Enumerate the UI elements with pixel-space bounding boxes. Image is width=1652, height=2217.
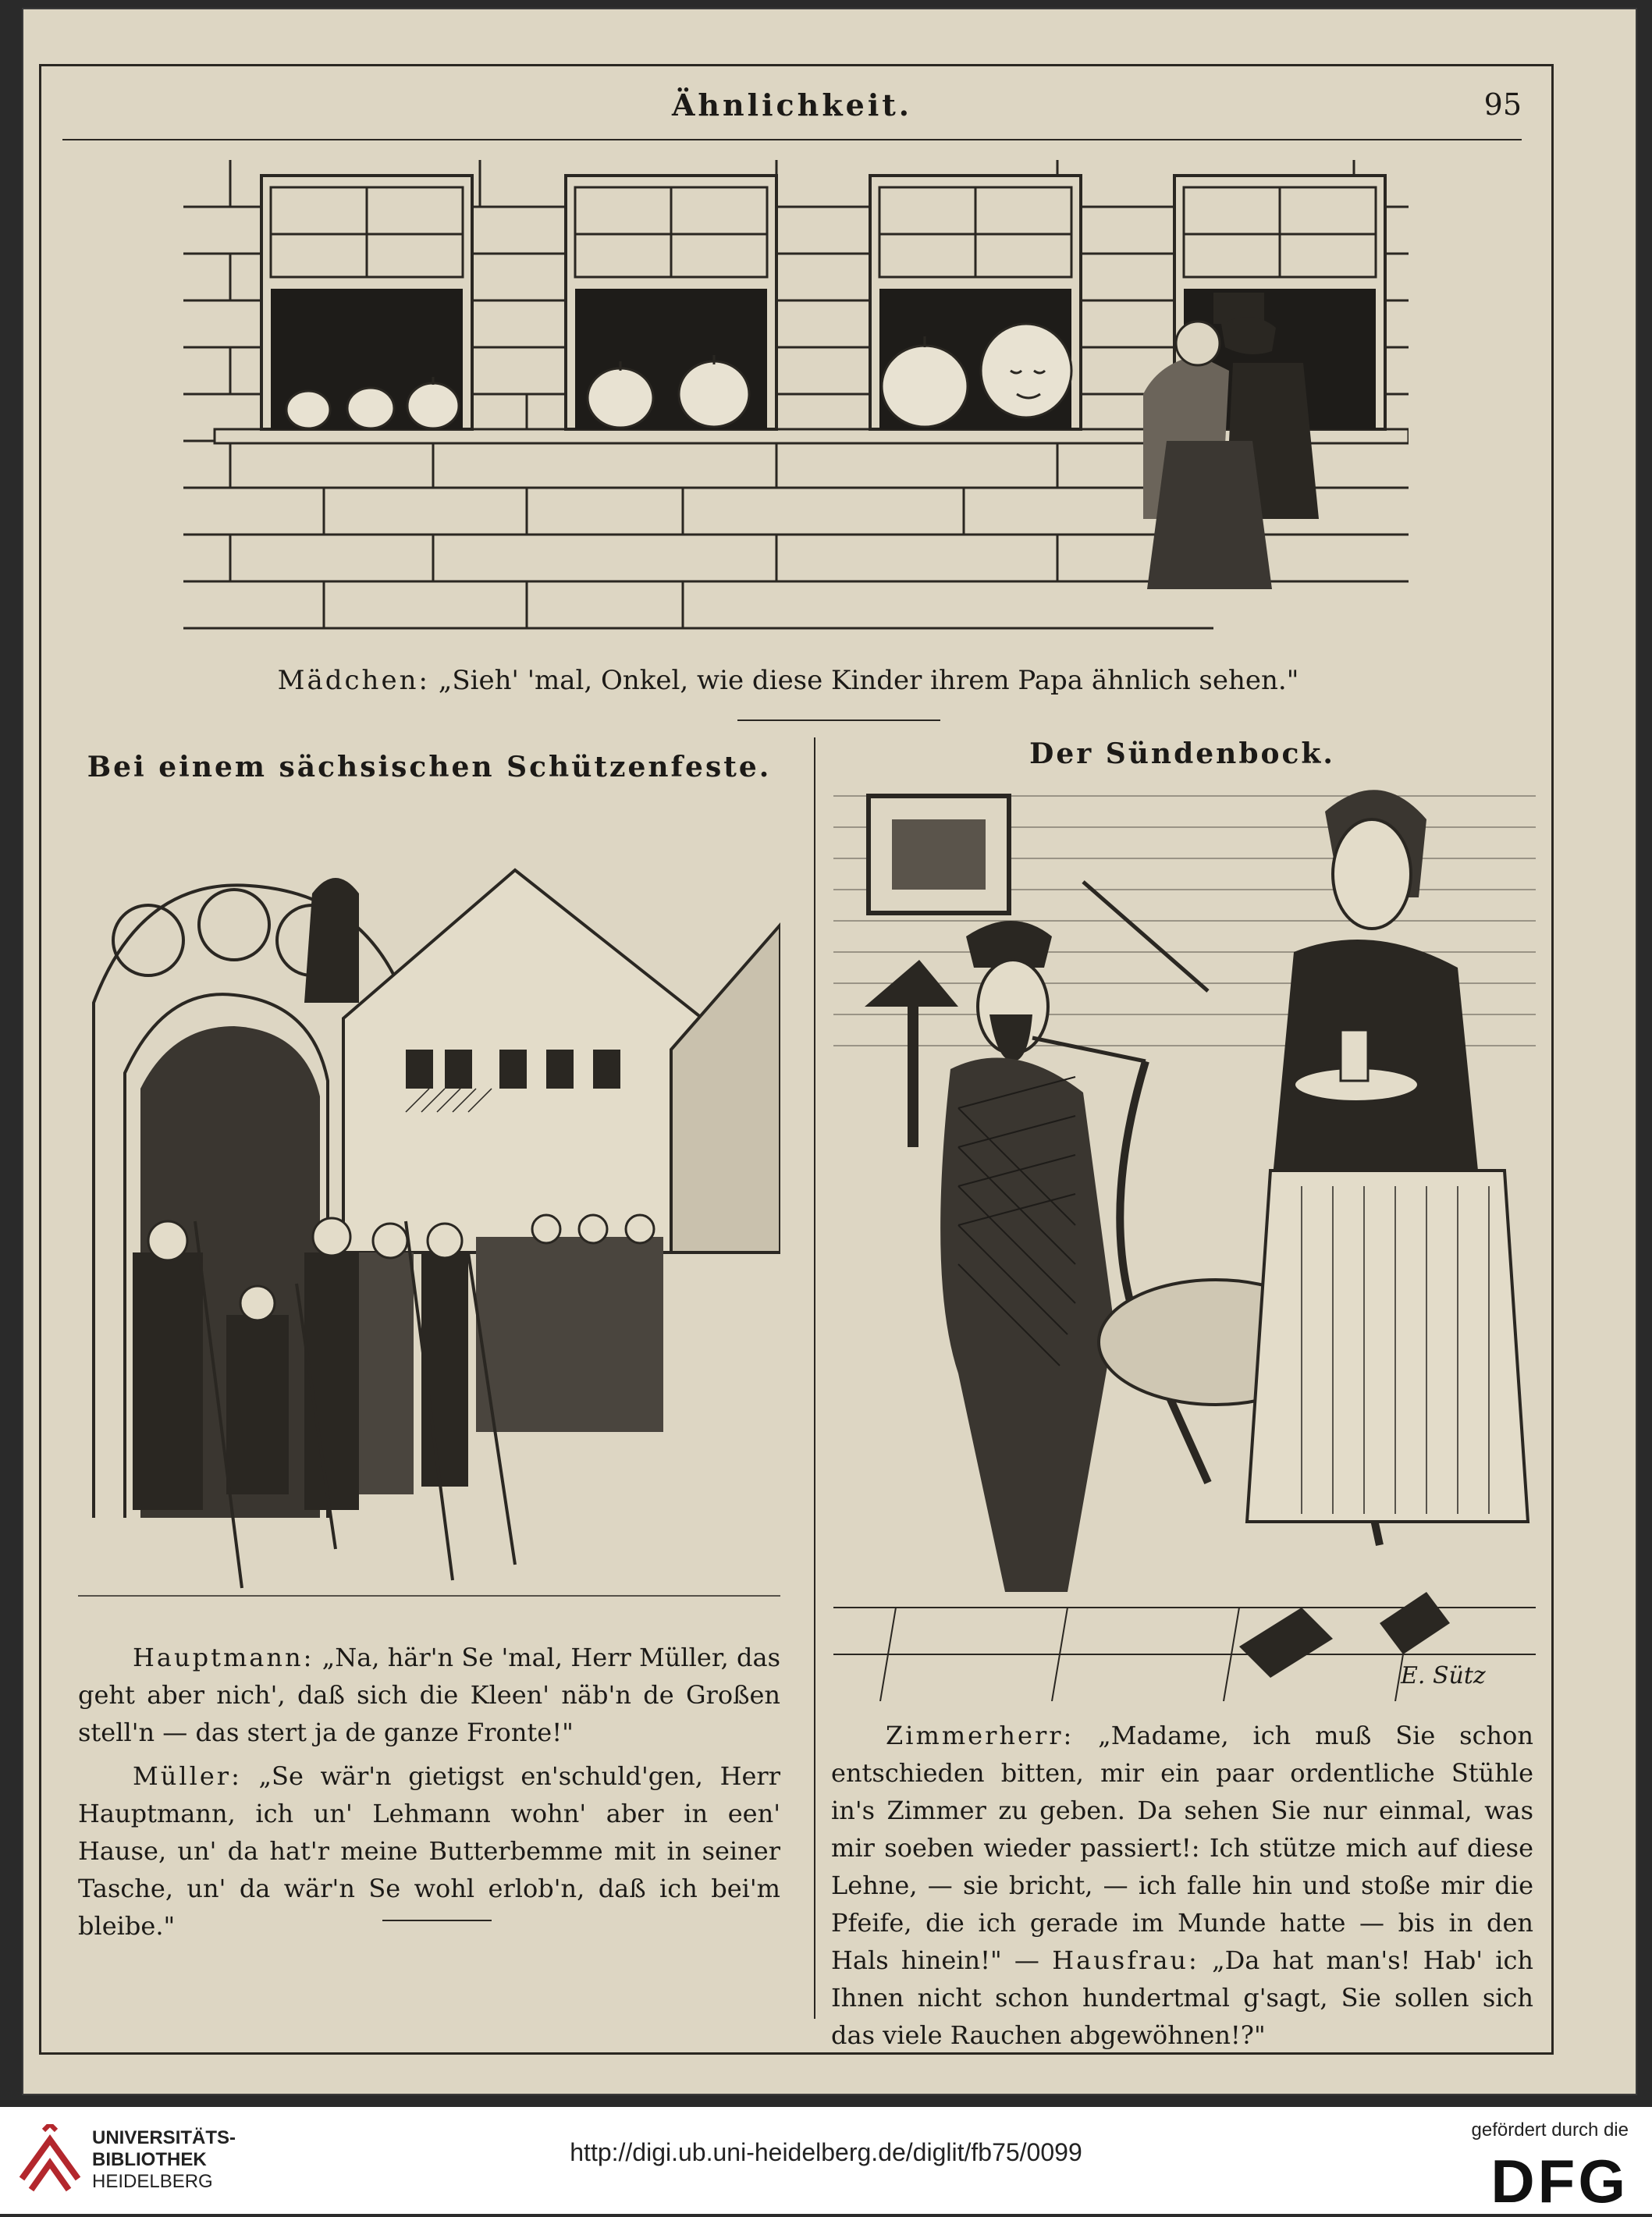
left-speaker-1: Hauptmann: xyxy=(133,1643,314,1672)
library-line-3: HEIDELBERG xyxy=(92,2171,213,2192)
left-speaker-2: Müller: xyxy=(133,1761,242,1791)
artist-signature: E. Sütz xyxy=(1401,1662,1486,1689)
caption-separator xyxy=(737,719,940,721)
left-paragraph-2 xyxy=(78,1757,780,1945)
left-column-title: Bei einem sächsischen Schützenfeste. xyxy=(87,751,772,783)
page-header xyxy=(62,87,1522,134)
right-paragraph xyxy=(831,1717,1533,2054)
dfg-logo: DFG xyxy=(1490,2147,1629,2215)
column-separator xyxy=(814,737,815,2019)
funded-by-label: gefördert durch die xyxy=(1471,2119,1629,2141)
footer-bar xyxy=(0,2107,1652,2214)
left-text-1: „Na, här'n Se 'mal, Herr Müller, das geht aber nich', daß sich die Kleen' näb'n de Großen stell'n — das stert ja de ganze Fronte!" xyxy=(78,1643,781,1747)
left-column-text xyxy=(78,1639,780,1945)
left-end-rule xyxy=(382,1920,492,1921)
permalink-url[interactable]: http://digi.ub.uni-heidelberg.de/diglit/fb75/0099 xyxy=(570,2138,1082,2166)
right-cartoon-illustration xyxy=(833,780,1536,1701)
caption-speaker: Mädchen: xyxy=(277,665,430,696)
header-rule xyxy=(62,139,1522,140)
left-text-2: „Se wär'n gietigst en'schuld'gen, Herr Hauptmann, ich un' Lehmann wohn' aber in een' Hause, un' da hat'r meine Butterbemme mit in seiner Tasche, un' da wär'n Se wohl erlob'n, daß ich bei'm bleibe." xyxy=(78,1761,781,1941)
left-cartoon-illustration xyxy=(78,815,780,1623)
right-text-2: „Da hat man's! Hab' ich Ihnen nicht schon hundertmal g'sagt, Sie sollen sich das viele Rauchen abgewöhnen!?" xyxy=(831,1945,1534,2050)
library-line-1: UNIVERSITÄTS- xyxy=(92,2127,236,2148)
caption-text: „Sieh' 'mal, Onkel, wie diese Kinder ihrem Papa ähnlich sehen." xyxy=(438,665,1299,696)
right-text-1: „Madame, ich muß Sie schon entschieden bitten, mir ein paar ordentliche Stühle in's Zimmer zu geben. Da sehen Sie nur einmal, was mir soeben wieder passiert!: Ich stütze mich auf diese Lehne, — sie bricht, — ich falle hin und stoße mir die Pfeife, die ich gerade im Munde hatte — bis in den Hals hinein!" — xyxy=(831,1721,1534,1975)
right-speaker-2: Hausfrau: xyxy=(1052,1945,1199,1975)
right-column-title: Der Sündenbock. xyxy=(1029,737,1335,770)
top-cartoon-caption xyxy=(179,665,1397,696)
library-line-2: BIBLIOTHEK xyxy=(92,2149,207,2170)
page-number: 95 xyxy=(1483,87,1522,122)
running-title: Ähnlichkeit. xyxy=(671,87,913,123)
top-cartoon-illustration xyxy=(183,160,1409,648)
right-column-text xyxy=(831,1717,1533,2054)
right-speaker-1: Zimmerherr: xyxy=(886,1721,1075,1750)
left-paragraph-1 xyxy=(78,1639,780,1751)
